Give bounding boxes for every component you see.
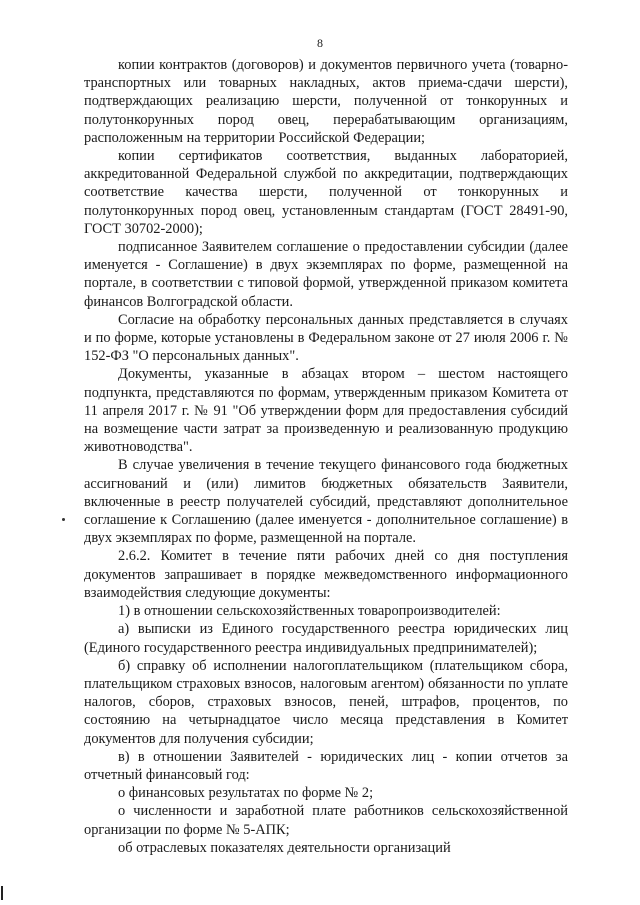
- paragraph-personal-data-consent: Согласие на обработку персональных данных представляется в случаях и по форме, которые установлены в Федеральном законе от 27 июля 2006 г. № 152-ФЗ "О персональных данных".: [84, 311, 568, 365]
- paragraph-signed-agreement: подписанное Заявителем соглашение о предоставлении субсидии (далее именуется - Соглашение) в двух экземплярах по форме, размещенной на портале, в соответствии с типовой формой, утвержденной приказом комитета финансов Волгоградской области.: [84, 239, 568, 310]
- page-number: 8: [317, 36, 323, 50]
- paragraph-certificate-copies: копии сертификатов соответствия, выданных лабораторией, аккредитованной Федеральной службой по аккредитации, подтверждающих соответствие качества шерсти, полученной от тонкорунных и полутонкорунных пород овец, установленным стандартам (ГОСТ 28491-90, ГОСТ 30702-2000);: [84, 148, 568, 237]
- paragraph-item-1: 1) в отношении сельскохозяйственных товаропроизводителей:: [118, 603, 501, 620]
- paragraph-document-forms: Документы, указанные в абзацах втором – шестом настоящего подпункта, представляются по формам, утвержденным приказом Комитета от 11 апреля 2017 г. № 91 "Об утверждении форм для предоставления субсидий на возмещение части затрат за произведенную и реализованную продукцию животноводства".: [84, 366, 568, 456]
- paragraph-additional-agreement: В случае увеличения в течение текущего финансового года бюджетных ассигнований и (или) лимитов бюджетных обязательств Заявители, включенные в реестр получателей субсидий, представляют дополнительное соглашение к Соглашению (далее именуется - дополнительное соглашение) в двух экземплярах по форме, размещенной на портале.: [84, 457, 568, 547]
- paragraph-contract-copies: копии контрактов (договоров) и документов первичного учета (товарно-транспортных или товарных накладных, актов приема-сдачи шерсти), подтверждающих реализацию шерсти, полученной от тонкорунных и полутонкорунных пород овец, перерабатывающим организациям, расположенным на территории Российской Федерации;: [84, 57, 568, 146]
- paragraph-item-v: в) в отношении Заявителей - юридических лиц - копии отчетов за отчетный финансовый год:: [84, 748, 568, 783]
- paragraph-item-b: б) справку об исполнении налогоплательщиком (плательщиком сбора, плательщиком страховых взносов, налоговым агентом) обязанности по уплате налогов, сборов, страховых взносов, пеней, штрафов, процентов, по состоянию на четырнадцатое число месяца представления в Комитет документов для получения субсидии;: [84, 657, 568, 747]
- paragraph-section-2-6-2: 2.6.2. Комитет в течение пяти рабочих дней со дня поступления документов запрашивает в порядке межведомственного информационного взаимодействия следующие документы:: [84, 548, 568, 601]
- paragraph-industry-indicators: об отраслевых показателях деятельности организаций: [118, 839, 451, 856]
- scan-edge-mark: [1, 886, 3, 900]
- paragraph-item-a: а) выписки из Единого государственного реестра юридических лиц (Единого государственного реестра индивидуальных предпринимателей);: [84, 621, 568, 656]
- document-body: [84, 56, 568, 857]
- paragraph-form-5-apk: о численности и заработной плате работников сельскохозяйственной организации по форме № 5-АПК;: [84, 803, 568, 838]
- paragraph-form-2: о финансовых результатах по форме № 2;: [118, 785, 374, 802]
- scan-dot-mark: [62, 518, 65, 521]
